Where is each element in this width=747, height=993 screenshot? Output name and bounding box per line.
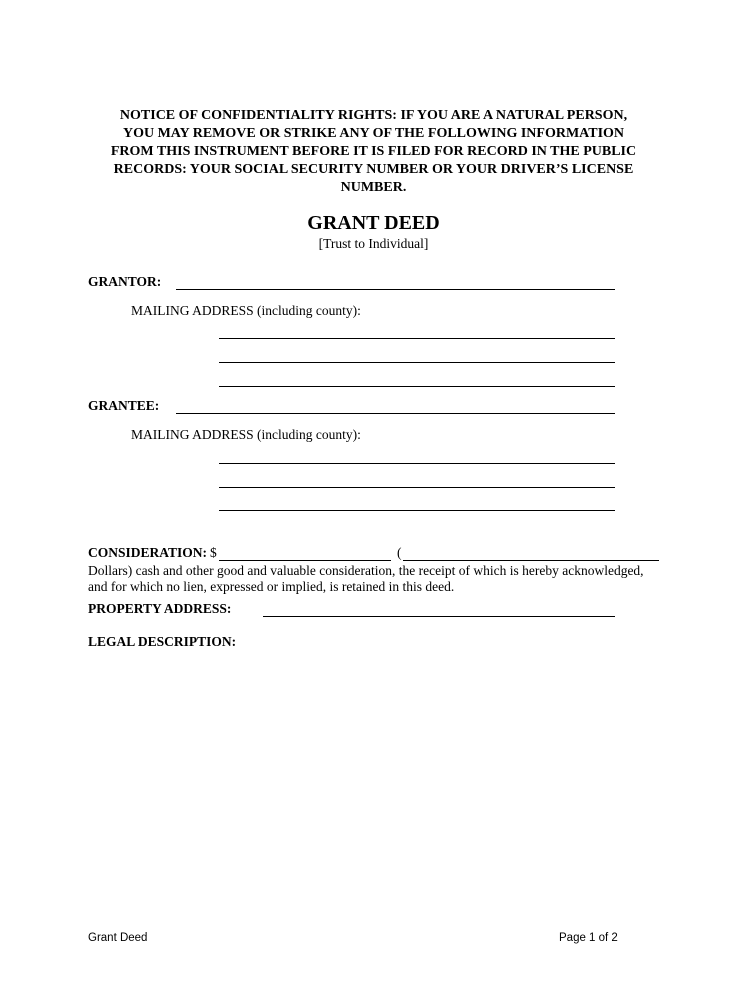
- consideration-words-line[interactable]: [403, 560, 659, 561]
- grantee-name-line[interactable]: [176, 413, 615, 414]
- property-address-label: PROPERTY ADDRESS:: [88, 601, 232, 616]
- grantee-mailing-label: MAILING ADDRESS (including county):: [131, 427, 361, 442]
- dollar-sign: $: [210, 545, 217, 560]
- grantor-name-line[interactable]: [176, 289, 615, 290]
- consideration-amount-line[interactable]: [219, 560, 391, 561]
- open-paren: (: [397, 545, 402, 560]
- notice-line: RECORDS: YOUR SOCIAL SECURITY NUMBER OR YOUR DRIVER’S LICENSE: [113, 162, 634, 177]
- grantee-address-line-1[interactable]: [219, 463, 615, 464]
- grantor-label: GRANTOR:: [88, 274, 162, 289]
- confidentiality-notice: [80, 107, 667, 197]
- document-title: GRANT DEED: [307, 212, 440, 234]
- consideration-label: CONSIDERATION:: [88, 545, 208, 560]
- grantor-address-line-2[interactable]: [219, 362, 615, 363]
- grantee-address-line-3[interactable]: [219, 510, 615, 511]
- footer-page-number: Page 1 of 2: [559, 932, 618, 944]
- grantee-label: GRANTEE:: [88, 398, 160, 413]
- grantee-address-line-2[interactable]: [219, 487, 615, 488]
- grantor-mailing-label: MAILING ADDRESS (including county):: [131, 303, 361, 318]
- legal-description-label: LEGAL DESCRIPTION:: [88, 634, 237, 649]
- notice-line: FROM THIS INSTRUMENT BEFORE IT IS FILED FOR RECORD IN THE PUBLIC: [110, 144, 637, 159]
- document-subtitle: [Trust to Individual]: [318, 236, 429, 251]
- notice-line: NOTICE OF CONFIDENTIALITY RIGHTS: IF YOU ARE A NATURAL PERSON,: [119, 108, 628, 123]
- notice-line: YOU MAY REMOVE OR STRIKE ANY OF THE FOLLOWING INFORMATION: [122, 126, 625, 141]
- grantor-address-line-3[interactable]: [219, 386, 615, 387]
- grantor-address-line-1[interactable]: [219, 338, 615, 339]
- consideration-text-line: Dollars) cash and other good and valuable consideration, the receipt of which is hereby acknowledged,: [88, 563, 644, 578]
- property-address-line[interactable]: [263, 616, 615, 617]
- footer-document-name: Grant Deed: [88, 932, 148, 944]
- consideration-text-line: and for which no lien, expressed or implied, is retained in this deed.: [88, 579, 455, 594]
- notice-line: NUMBER.: [340, 180, 407, 195]
